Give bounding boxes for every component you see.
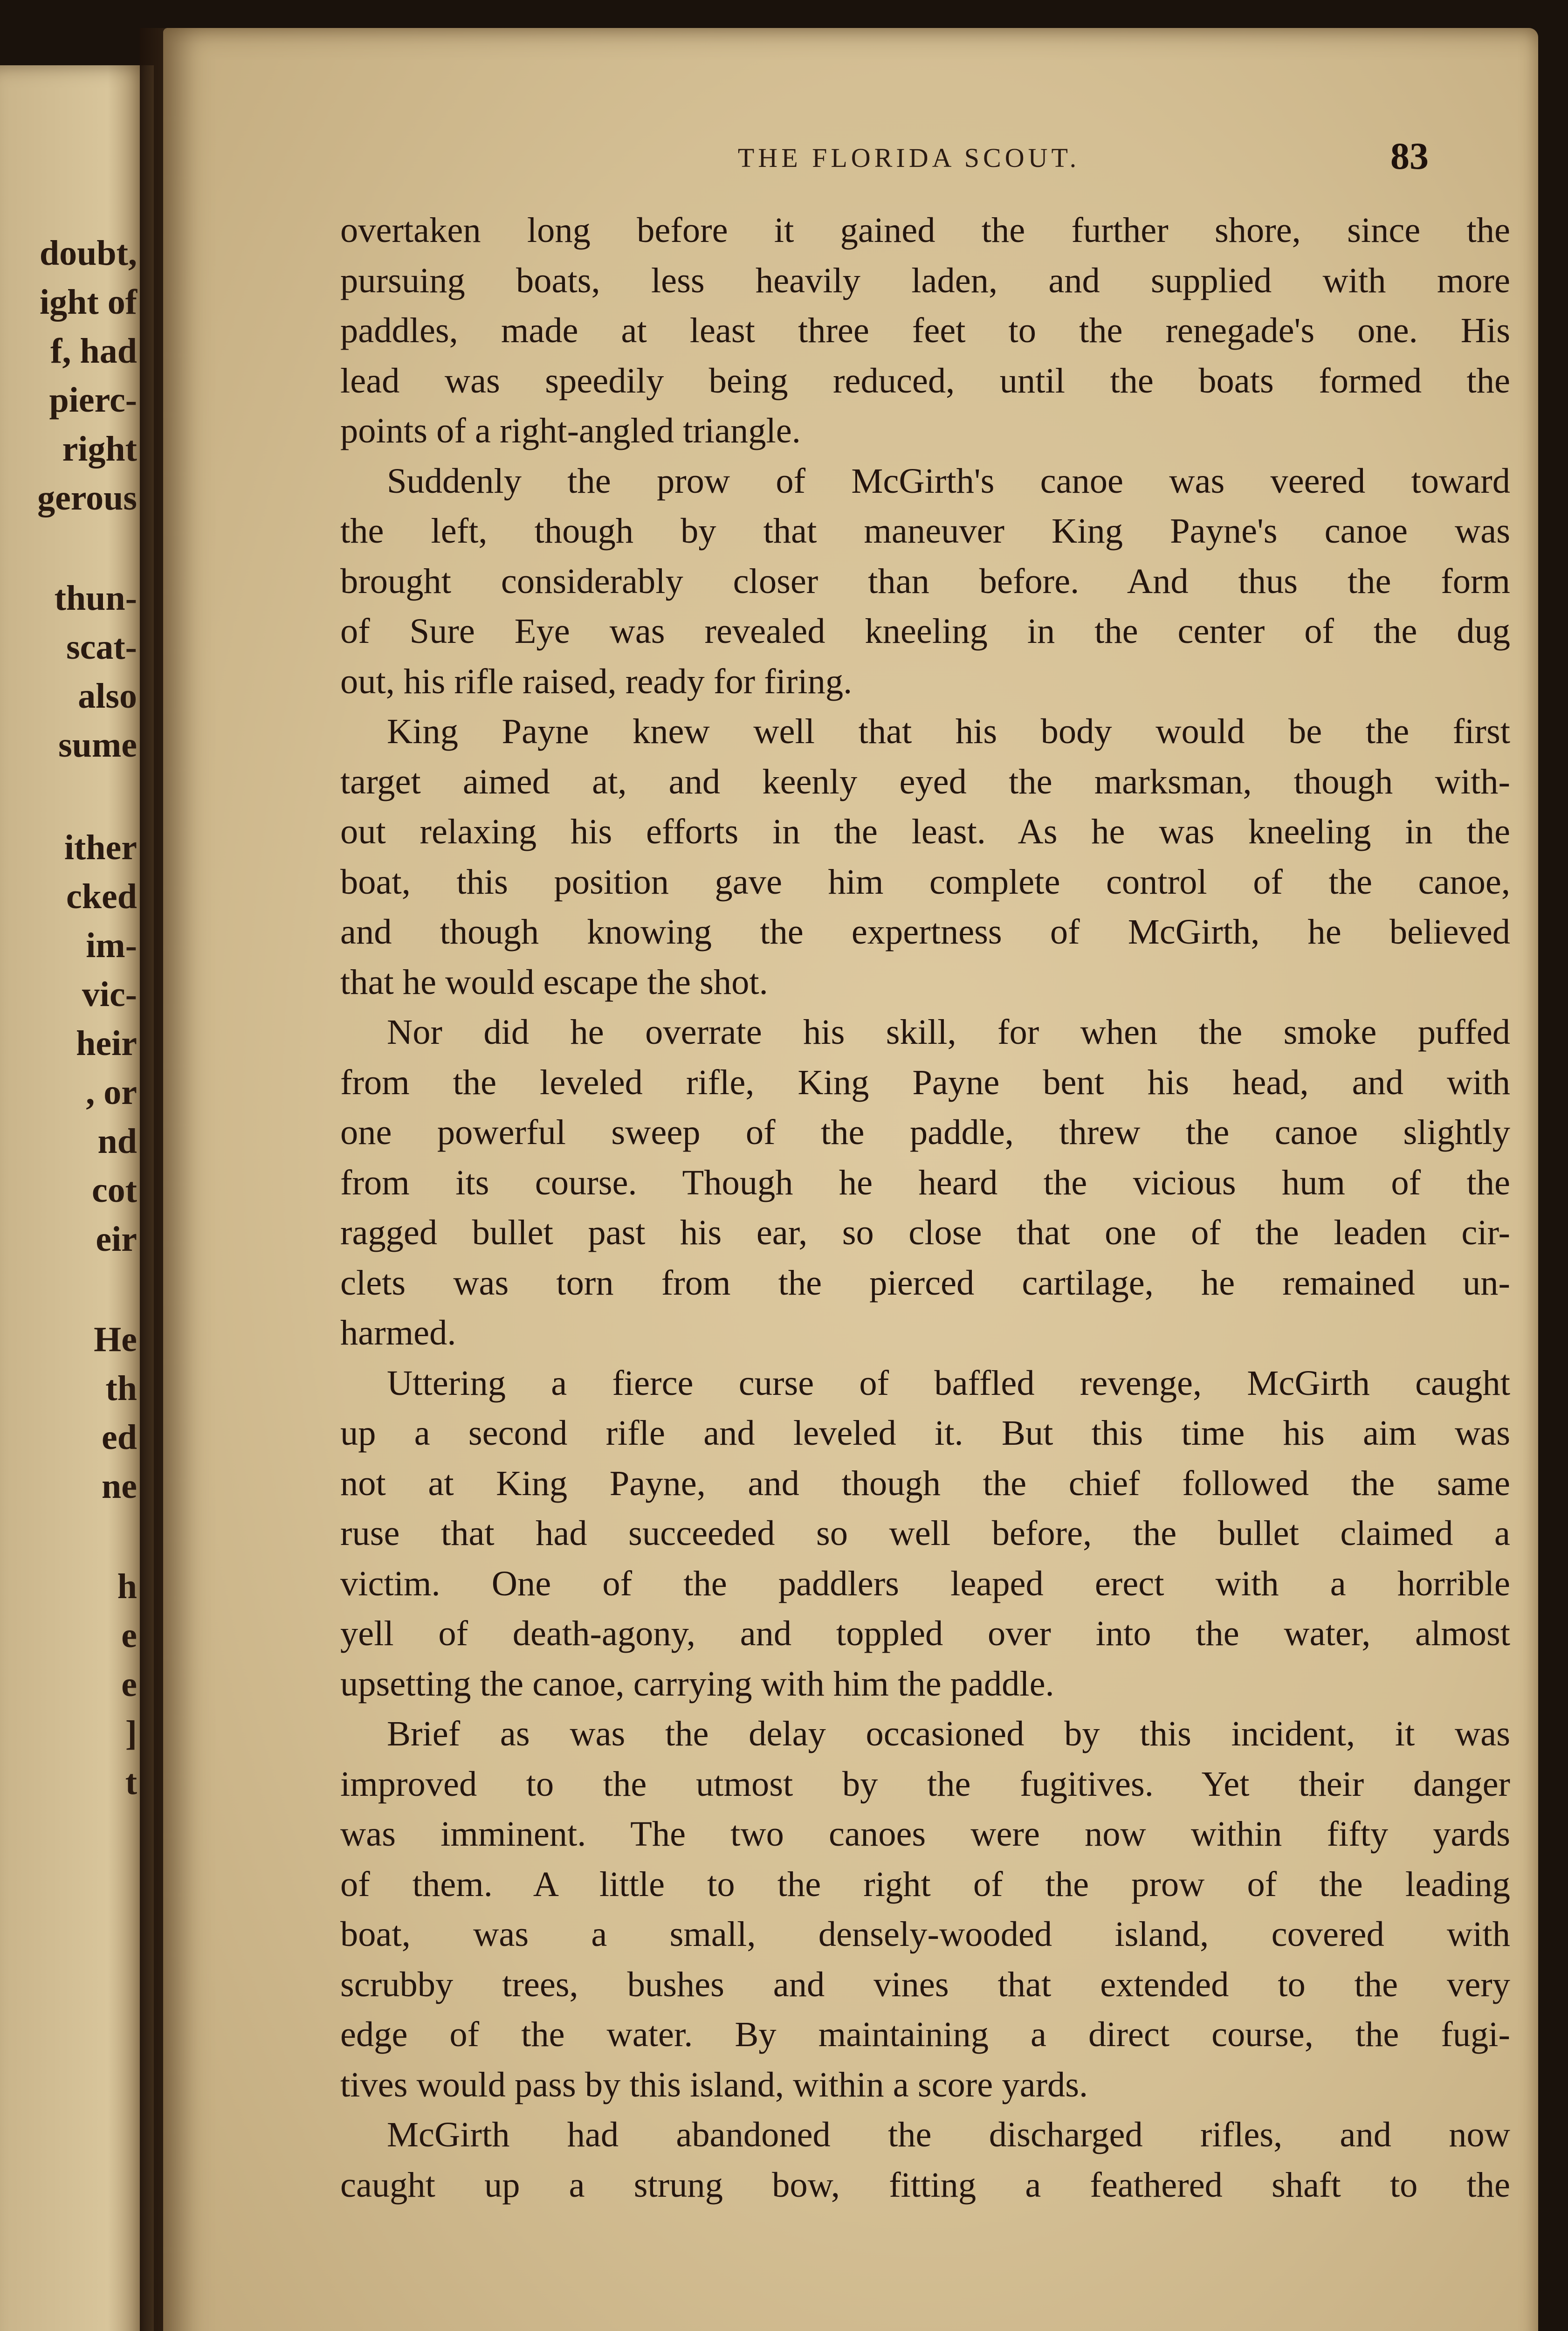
prev-fragment: pierc- bbox=[49, 380, 137, 420]
prev-fragment: ne bbox=[102, 1467, 137, 1506]
text-line: clets was torn from the pierced cartilage, he remained un- bbox=[340, 1262, 1510, 1303]
text-line: not at King Payne, and though the chief followed the same bbox=[340, 1463, 1510, 1503]
prev-fragment: ed bbox=[102, 1418, 137, 1457]
prev-fragment: thun- bbox=[54, 579, 137, 618]
prev-fragment: e bbox=[121, 1616, 137, 1655]
text-line: Suddenly the prow of McGirth's canoe was veered toward bbox=[387, 461, 1510, 501]
text-line: harmed. bbox=[340, 1313, 456, 1352]
prev-fragment: ight of bbox=[40, 283, 137, 322]
book-page bbox=[163, 28, 1538, 2331]
page-body-text bbox=[340, 205, 1510, 2210]
text-line: King Payne knew well that his body would be the first bbox=[387, 711, 1510, 751]
text-line: the left, though by that maneuver King Payne's canoe was bbox=[340, 511, 1510, 551]
text-line: tives would pass by this island, within a score yards. bbox=[340, 2064, 1088, 2104]
text-line: McGirth had abandoned the discharged rifles, and now bbox=[387, 2115, 1510, 2154]
text-line: Brief as was the delay occasioned by this incident, it was bbox=[387, 1714, 1510, 1753]
text-line: ruse that had succeeded so well before, the bullet claimed a bbox=[340, 1513, 1510, 1553]
prev-fragment: ither bbox=[64, 828, 137, 867]
prev-fragment: gerous bbox=[37, 478, 137, 517]
text-line: Uttering a fierce curse of baffled revenge, McGirth caught bbox=[387, 1363, 1510, 1403]
prev-fragment: heir bbox=[76, 1024, 137, 1063]
running-title: THE FLORIDA SCOUT. bbox=[737, 143, 1080, 173]
text-line: edge of the water. By maintaining a direct course, the fugi- bbox=[340, 2014, 1510, 2054]
text-line: boat, was a small, densely-wooded island, covered with bbox=[340, 1914, 1510, 1954]
prev-fragment: right bbox=[62, 429, 137, 469]
text-line: ragged bullet past his ear, so close that one of the leaden cir- bbox=[340, 1213, 1510, 1252]
text-line: points of a right-angled triangle. bbox=[340, 411, 801, 450]
prev-fragment: sume bbox=[58, 725, 137, 765]
page-number: 83 bbox=[1390, 135, 1429, 177]
prev-fragment: scat- bbox=[66, 628, 137, 667]
text-line: out relaxing his efforts in the least. As he was kneeling in the bbox=[340, 812, 1510, 851]
text-line: boat, this position gave him complete control of the canoe, bbox=[340, 862, 1510, 902]
text-line: Nor did he overrate his skill, for when the smoke puffed bbox=[387, 1012, 1510, 1052]
text-line: yell of death-agony, and toppled over into the water, almost bbox=[340, 1614, 1510, 1653]
text-line: caught up a strung bow, fitting a feathered shaft to the bbox=[340, 2165, 1510, 2205]
prev-fragment: eir bbox=[96, 1220, 137, 1259]
prev-fragment: cked bbox=[66, 877, 137, 916]
text-line: overtaken long before it gained the further shore, since the bbox=[340, 210, 1510, 250]
text-line: of Sure Eye was revealed kneeling in the center of the dug bbox=[340, 611, 1510, 651]
text-line: improved to the utmost by the fugitives. Yet their danger bbox=[340, 1764, 1510, 1804]
prev-fragment: f, had bbox=[50, 331, 137, 371]
text-line: one powerful sweep of the paddle, threw the canoe slightly bbox=[340, 1112, 1510, 1152]
prev-fragment: h bbox=[117, 1567, 137, 1606]
text-line: was imminent. The two canoes were now within fifty yards bbox=[340, 1814, 1510, 1854]
text-line: that he would escape the shot. bbox=[340, 962, 768, 1002]
prev-fragment: nd bbox=[97, 1122, 137, 1161]
prev-fragment: ] bbox=[125, 1714, 137, 1753]
prev-fragment: cot bbox=[91, 1171, 137, 1210]
text-line: pursuing boats, less heavily laden, and supplied with more bbox=[340, 260, 1510, 300]
text-line: and though knowing the expertness of McGirth, he believed bbox=[340, 912, 1510, 952]
text-line: of them. A little to the right of the prow of the leading bbox=[340, 1864, 1510, 1904]
text-line: scrubby trees, bushes and vines that extended to the very bbox=[340, 1964, 1510, 2004]
prev-fragment: doubt, bbox=[39, 234, 137, 273]
text-line: paddles, made at least three feet to the renegade's one. His bbox=[340, 310, 1510, 350]
text-line: up a second rifle and leveled it. But this time his aim was bbox=[340, 1413, 1510, 1453]
prev-fragment: e bbox=[121, 1665, 137, 1704]
text-line: from the leveled rifle, King Payne bent his head, and with bbox=[340, 1062, 1510, 1102]
text-line: target aimed at, and keenly eyed the marksman, though with- bbox=[340, 761, 1510, 801]
previous-page-edge bbox=[0, 65, 154, 2331]
text-line: out, his rifle raised, ready for firing. bbox=[340, 661, 853, 701]
prev-fragment: , or bbox=[86, 1073, 137, 1112]
text-line: lead was speedily being reduced, until the boats formed the bbox=[340, 360, 1510, 400]
text-line: upsetting the canoe, carrying with him the paddle. bbox=[340, 1663, 1054, 1703]
prev-fragment: t bbox=[125, 1763, 137, 1802]
prev-fragment: vic- bbox=[82, 975, 137, 1014]
text-line: brought considerably closer than before. And thus the form bbox=[340, 561, 1510, 601]
prev-fragment: also bbox=[78, 676, 137, 716]
text-line: victim. One of the paddlers leaped erect with a horrible bbox=[340, 1563, 1510, 1603]
prev-fragment: He bbox=[94, 1320, 137, 1359]
prev-fragment: im- bbox=[86, 926, 137, 965]
text-line: from its course. Though he heard the vicious hum of the bbox=[340, 1162, 1510, 1202]
prev-fragment: th bbox=[105, 1369, 137, 1408]
